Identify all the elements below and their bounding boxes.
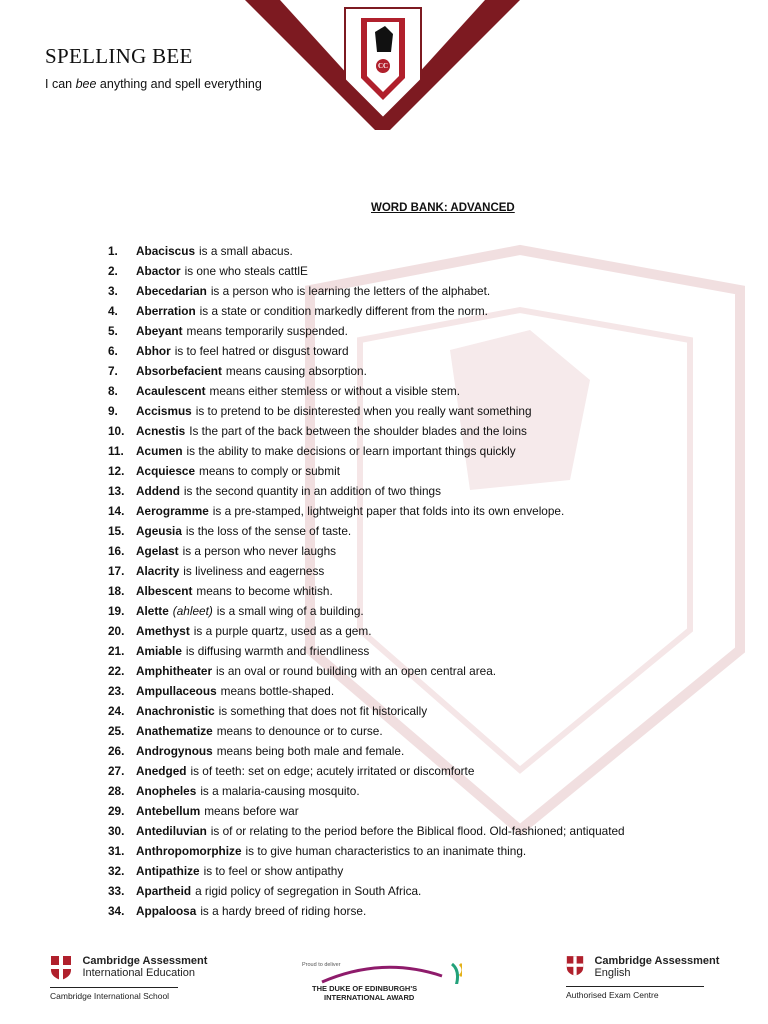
word-number: 10. (108, 424, 125, 438)
word-entry (108, 581, 625, 601)
word-term: Alacrity (136, 564, 180, 578)
word-definition: is to pretend to be disinterested when you really want something (195, 404, 532, 418)
word-term: Acaulescent (136, 384, 206, 398)
word-bank-heading: WORD BANK: ADVANCED (371, 202, 515, 214)
word-entry (108, 781, 625, 801)
word-term: Addend (136, 484, 180, 498)
subtitle-emphasis: bee (75, 77, 97, 91)
word-definition: is of teeth: set on edge; acutely irritated or discomforte (190, 764, 475, 778)
word-definition: is a state or condition markedly different from the norm. (199, 304, 488, 318)
word-number: 3. (108, 284, 118, 298)
footer-right-logo (566, 955, 719, 1000)
word-number: 15. (108, 524, 125, 538)
word-term: Agelast (136, 544, 179, 558)
word-definition: is a small abacus. (199, 244, 293, 258)
word-pronunciation: (ahleet) (172, 604, 213, 618)
cambridge-english-shield-icon (566, 955, 584, 977)
word-entry (108, 861, 625, 881)
word-definition: means to become whitish. (196, 584, 333, 598)
word-entry (108, 561, 625, 581)
word-entry (108, 341, 625, 361)
word-entry (108, 741, 625, 761)
word-definition: is of or relating to the period before the Biblical flood. Old-fashioned; antiquated (210, 824, 625, 838)
word-number: 16. (108, 544, 125, 558)
word-term: Acnestis (136, 424, 186, 438)
word-number: 25. (108, 724, 125, 738)
word-number: 21. (108, 644, 125, 658)
word-number: 6. (108, 344, 118, 358)
word-term: Appaloosa (136, 904, 197, 918)
word-entry (108, 601, 625, 621)
word-entry (108, 881, 625, 901)
word-entry (108, 721, 625, 741)
word-number: 27. (108, 764, 125, 778)
word-entry (108, 681, 625, 701)
word-entry (108, 501, 625, 521)
word-number: 22. (108, 664, 125, 678)
word-definition: a rigid policy of segregation in South Africa. (195, 884, 422, 898)
word-number: 29. (108, 804, 125, 818)
word-definition: means causing absorption. (225, 364, 367, 378)
word-definition: is one who steals cattlE (184, 264, 308, 278)
footer-left-logo (50, 955, 207, 1001)
word-term: Anathematize (136, 724, 213, 738)
footer-right-divider (566, 986, 704, 987)
word-definition: is a person who never laughs (182, 544, 337, 558)
word-number: 2. (108, 264, 118, 278)
word-number: 24. (108, 704, 125, 718)
word-definition: is to give human characteristics to an inanimate thing. (245, 844, 527, 858)
word-term: Amphitheater (136, 664, 213, 678)
word-number: 8. (108, 384, 118, 398)
word-term: Albescent (136, 584, 193, 598)
word-entry (108, 621, 625, 641)
doe-line1: THE DUKE OF EDINBURGH'S (312, 984, 418, 993)
word-entry (108, 641, 625, 661)
word-definition: is liveliness and eagerness (183, 564, 325, 578)
cam-int-line2: International Education (82, 967, 195, 979)
cambridge-shield-icon (50, 955, 72, 981)
word-entry (108, 901, 625, 921)
word-entry (108, 421, 625, 441)
page-title: SPELLING BEE (45, 44, 193, 68)
word-definition: means being both male and female. (216, 744, 405, 758)
word-definition: is a pre-stamped, lightweight paper that folds into its own envelope. (212, 504, 565, 518)
word-entry (108, 461, 625, 481)
word-entry (108, 361, 625, 381)
word-term: Amethyst (136, 624, 190, 638)
word-definition: is to feel hatred or disgust toward (174, 344, 349, 358)
word-entry (108, 241, 625, 261)
word-term: Absorbefacient (136, 364, 222, 378)
word-definition: is diffusing warmth and friendliness (185, 644, 370, 658)
word-number: 7. (108, 364, 118, 378)
word-term: Antipathize (136, 864, 200, 878)
word-term: Abhor (136, 344, 171, 358)
footer-center-logo (302, 962, 462, 1002)
word-number: 18. (108, 584, 125, 598)
word-term: Acquiesce (136, 464, 196, 478)
word-definition: means temporarily suspended. (186, 324, 348, 338)
word-term: Aberration (136, 304, 196, 318)
word-definition: is the loss of the sense of taste. (185, 524, 352, 538)
word-term: Acumen (136, 444, 183, 458)
word-entry (108, 281, 625, 301)
word-entry (108, 521, 625, 541)
word-definition: is the ability to make decisions or learn important things quickly (186, 444, 516, 458)
word-entry (108, 541, 625, 561)
word-definition: is a small wing of a building. (216, 604, 364, 618)
word-definition: means either stemless or without a visible stem. (209, 384, 460, 398)
word-term: Abaciscus (136, 244, 196, 258)
word-number: 13. (108, 484, 125, 498)
word-term: Abecedarian (136, 284, 207, 298)
word-term: Ageusia (136, 524, 182, 538)
word-term: Abactor (136, 264, 181, 278)
word-number: 32. (108, 864, 125, 878)
word-list (108, 241, 625, 921)
word-number: 26. (108, 744, 125, 758)
word-number: 17. (108, 564, 125, 578)
footer-left-divider (50, 987, 178, 988)
top-banner (0, 0, 768, 140)
word-term: Aerogramme (136, 504, 209, 518)
page-subtitle: I can bee anything and spell everything (45, 77, 262, 91)
word-term: Amiable (136, 644, 182, 658)
word-entry (108, 261, 625, 281)
word-entry (108, 301, 625, 321)
doe-line2: INTERNATIONAL AWARD (324, 993, 415, 1002)
cam-eng-centre: Authorised Exam Centre (566, 990, 659, 1000)
word-number: 14. (108, 504, 125, 518)
word-term: Antebellum (136, 804, 201, 818)
cam-int-school: Cambridge International School (50, 991, 170, 1001)
word-number: 19. (108, 604, 125, 618)
word-term: Anopheles (136, 784, 197, 798)
word-definition: means bottle-shaped. (220, 684, 335, 698)
word-number: 23. (108, 684, 125, 698)
word-number: 12. (108, 464, 125, 478)
word-entry (108, 821, 625, 841)
word-number: 30. (108, 824, 125, 838)
word-definition: is a hardy breed of riding horse. (200, 904, 367, 918)
cam-eng-line1: Cambridge Assessment (594, 955, 720, 967)
word-entry (108, 761, 625, 781)
crest-monogram: CC (377, 62, 389, 70)
word-entry (108, 661, 625, 681)
word-definition: means before war (204, 804, 299, 818)
word-term: Anedged (136, 764, 187, 778)
word-definition: means to comply or submit (199, 464, 340, 478)
word-number: 20. (108, 624, 125, 638)
word-number: 4. (108, 304, 118, 318)
doe-proud-text: Proud to deliver (302, 962, 341, 968)
cam-int-line1: Cambridge Assessment (82, 955, 208, 967)
word-entry (108, 401, 625, 421)
word-definition: is a malaria-causing mosquito. (200, 784, 360, 798)
word-definition: means to denounce or to curse. (216, 724, 383, 738)
word-number: 1. (108, 244, 118, 258)
word-term: Antediluvian (136, 824, 207, 838)
word-number: 31. (108, 844, 125, 858)
word-term: Anthropomorphize (136, 844, 242, 858)
word-number: 34. (108, 904, 125, 918)
word-definition: Is the part of the back between the shoulder blades and the loins (189, 424, 527, 438)
word-entry (108, 801, 625, 821)
word-entry (108, 441, 625, 461)
word-definition: is a purple quartz, used as a gem. (193, 624, 372, 638)
word-definition: is a person who is learning the letters of the alphabet. (210, 284, 491, 298)
word-term: Androgynous (136, 744, 213, 758)
word-entry (108, 701, 625, 721)
word-definition: is the second quantity in an addition of two things (183, 484, 441, 498)
word-entry (108, 321, 625, 341)
word-term: Accismus (136, 404, 192, 418)
word-definition: is an oval or round building with an open central area. (216, 664, 497, 678)
word-number: 11. (108, 444, 124, 458)
word-term: Abeyant (136, 324, 183, 338)
word-entry (108, 381, 625, 401)
word-definition: is something that does not fit historically (218, 704, 428, 718)
word-number: 28. (108, 784, 125, 798)
word-term: Alette (136, 604, 169, 618)
word-number: 5. (108, 324, 118, 338)
word-definition: is to feel or show antipathy (203, 864, 344, 878)
word-term: Anachronistic (136, 704, 215, 718)
word-number: 9. (108, 404, 118, 418)
word-term: Ampullaceous (136, 684, 217, 698)
cam-eng-line2: English (594, 967, 631, 979)
word-term: Apartheid (136, 884, 192, 898)
word-number: 33. (108, 884, 125, 898)
word-entry (108, 841, 625, 861)
word-entry (108, 481, 625, 501)
